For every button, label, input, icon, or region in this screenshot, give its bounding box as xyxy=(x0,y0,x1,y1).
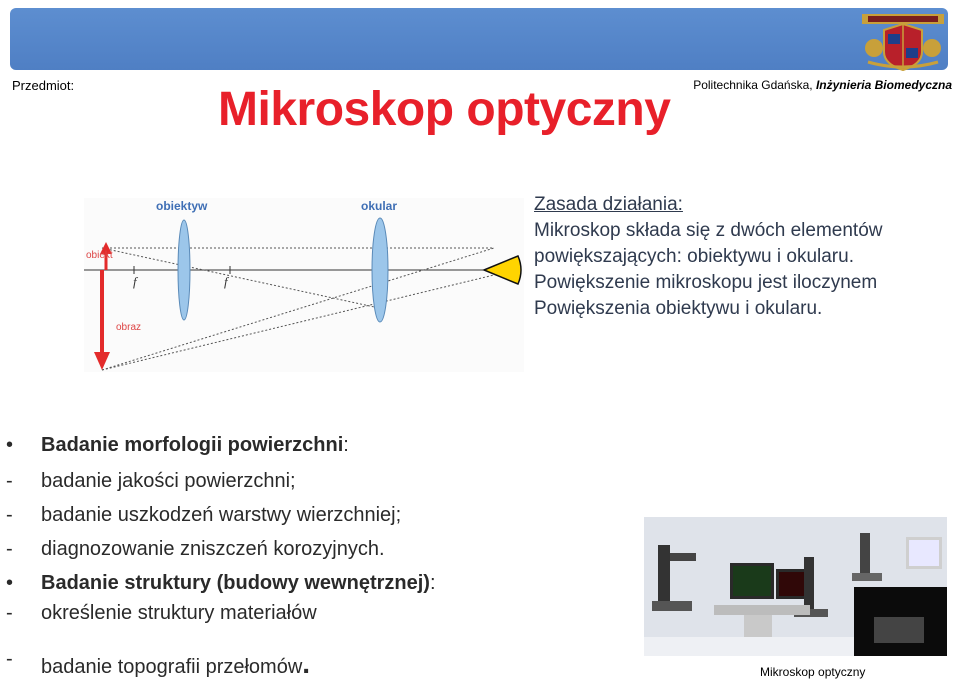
objective-lens xyxy=(178,220,190,320)
list-marker: - xyxy=(6,602,13,624)
list-text: badanie jakości powierzchni; xyxy=(41,470,296,492)
principle-line: powiększających: obiektywu i okularu. xyxy=(534,246,854,267)
focal-label-1: f xyxy=(133,274,137,289)
list-text: określenie struktury materiałów xyxy=(41,602,317,624)
label-objective: obiektyw xyxy=(156,199,208,213)
list-marker: • xyxy=(6,434,14,456)
microscope-workstation-photo xyxy=(644,517,947,656)
subject-label: Przedmiot: xyxy=(12,78,75,93)
principle-line: Powiększenia obiektywu i okularu. xyxy=(534,298,823,319)
list-marker: - xyxy=(6,538,13,560)
list-marker: • xyxy=(6,572,14,594)
label-eyepiece: okular xyxy=(361,199,398,213)
principle-line: Powiększenie mikroskopu jest iloczynem xyxy=(534,272,878,293)
list-marker: - xyxy=(6,648,13,670)
label-object: obiekt xyxy=(86,250,113,261)
header-banner xyxy=(10,8,948,70)
label-image: obraz xyxy=(116,322,142,333)
list-text: badanie topografii przełomów xyxy=(41,656,303,678)
principle-line: Mikroskop składa się z dwóch elementów xyxy=(534,220,883,241)
list-suffix: : xyxy=(429,572,436,594)
list-text: badanie uszkodzeń warstwy wierzchniej; xyxy=(41,504,402,526)
list-marker: - xyxy=(6,470,13,492)
slide-title: Mikroskop optyczny xyxy=(218,83,671,136)
list-text: Badanie morfologii powierzchni xyxy=(41,434,344,456)
microscope-ray-diagram xyxy=(84,190,524,372)
eyepiece-lens xyxy=(372,218,388,322)
university-crest-icon xyxy=(860,10,946,72)
list-suffix: . xyxy=(302,648,311,679)
list-text: Badanie struktury (budowy wewnętrznej) xyxy=(41,572,430,594)
principle-heading: Zasada działania: xyxy=(534,194,683,215)
institution-name: Politechnika Gdańska, xyxy=(693,78,813,92)
focal-label-2: f xyxy=(224,274,228,289)
institution-line xyxy=(693,78,952,92)
list-marker: - xyxy=(6,504,13,526)
operating-principle xyxy=(534,192,954,322)
photo-caption: Mikroskop optyczny xyxy=(760,665,866,679)
list-suffix: : xyxy=(343,434,349,456)
list-text: diagnozowanie zniszczeń korozyjnych. xyxy=(41,538,385,560)
faculty-name: Inżynieria Biomedyczna xyxy=(815,78,952,92)
